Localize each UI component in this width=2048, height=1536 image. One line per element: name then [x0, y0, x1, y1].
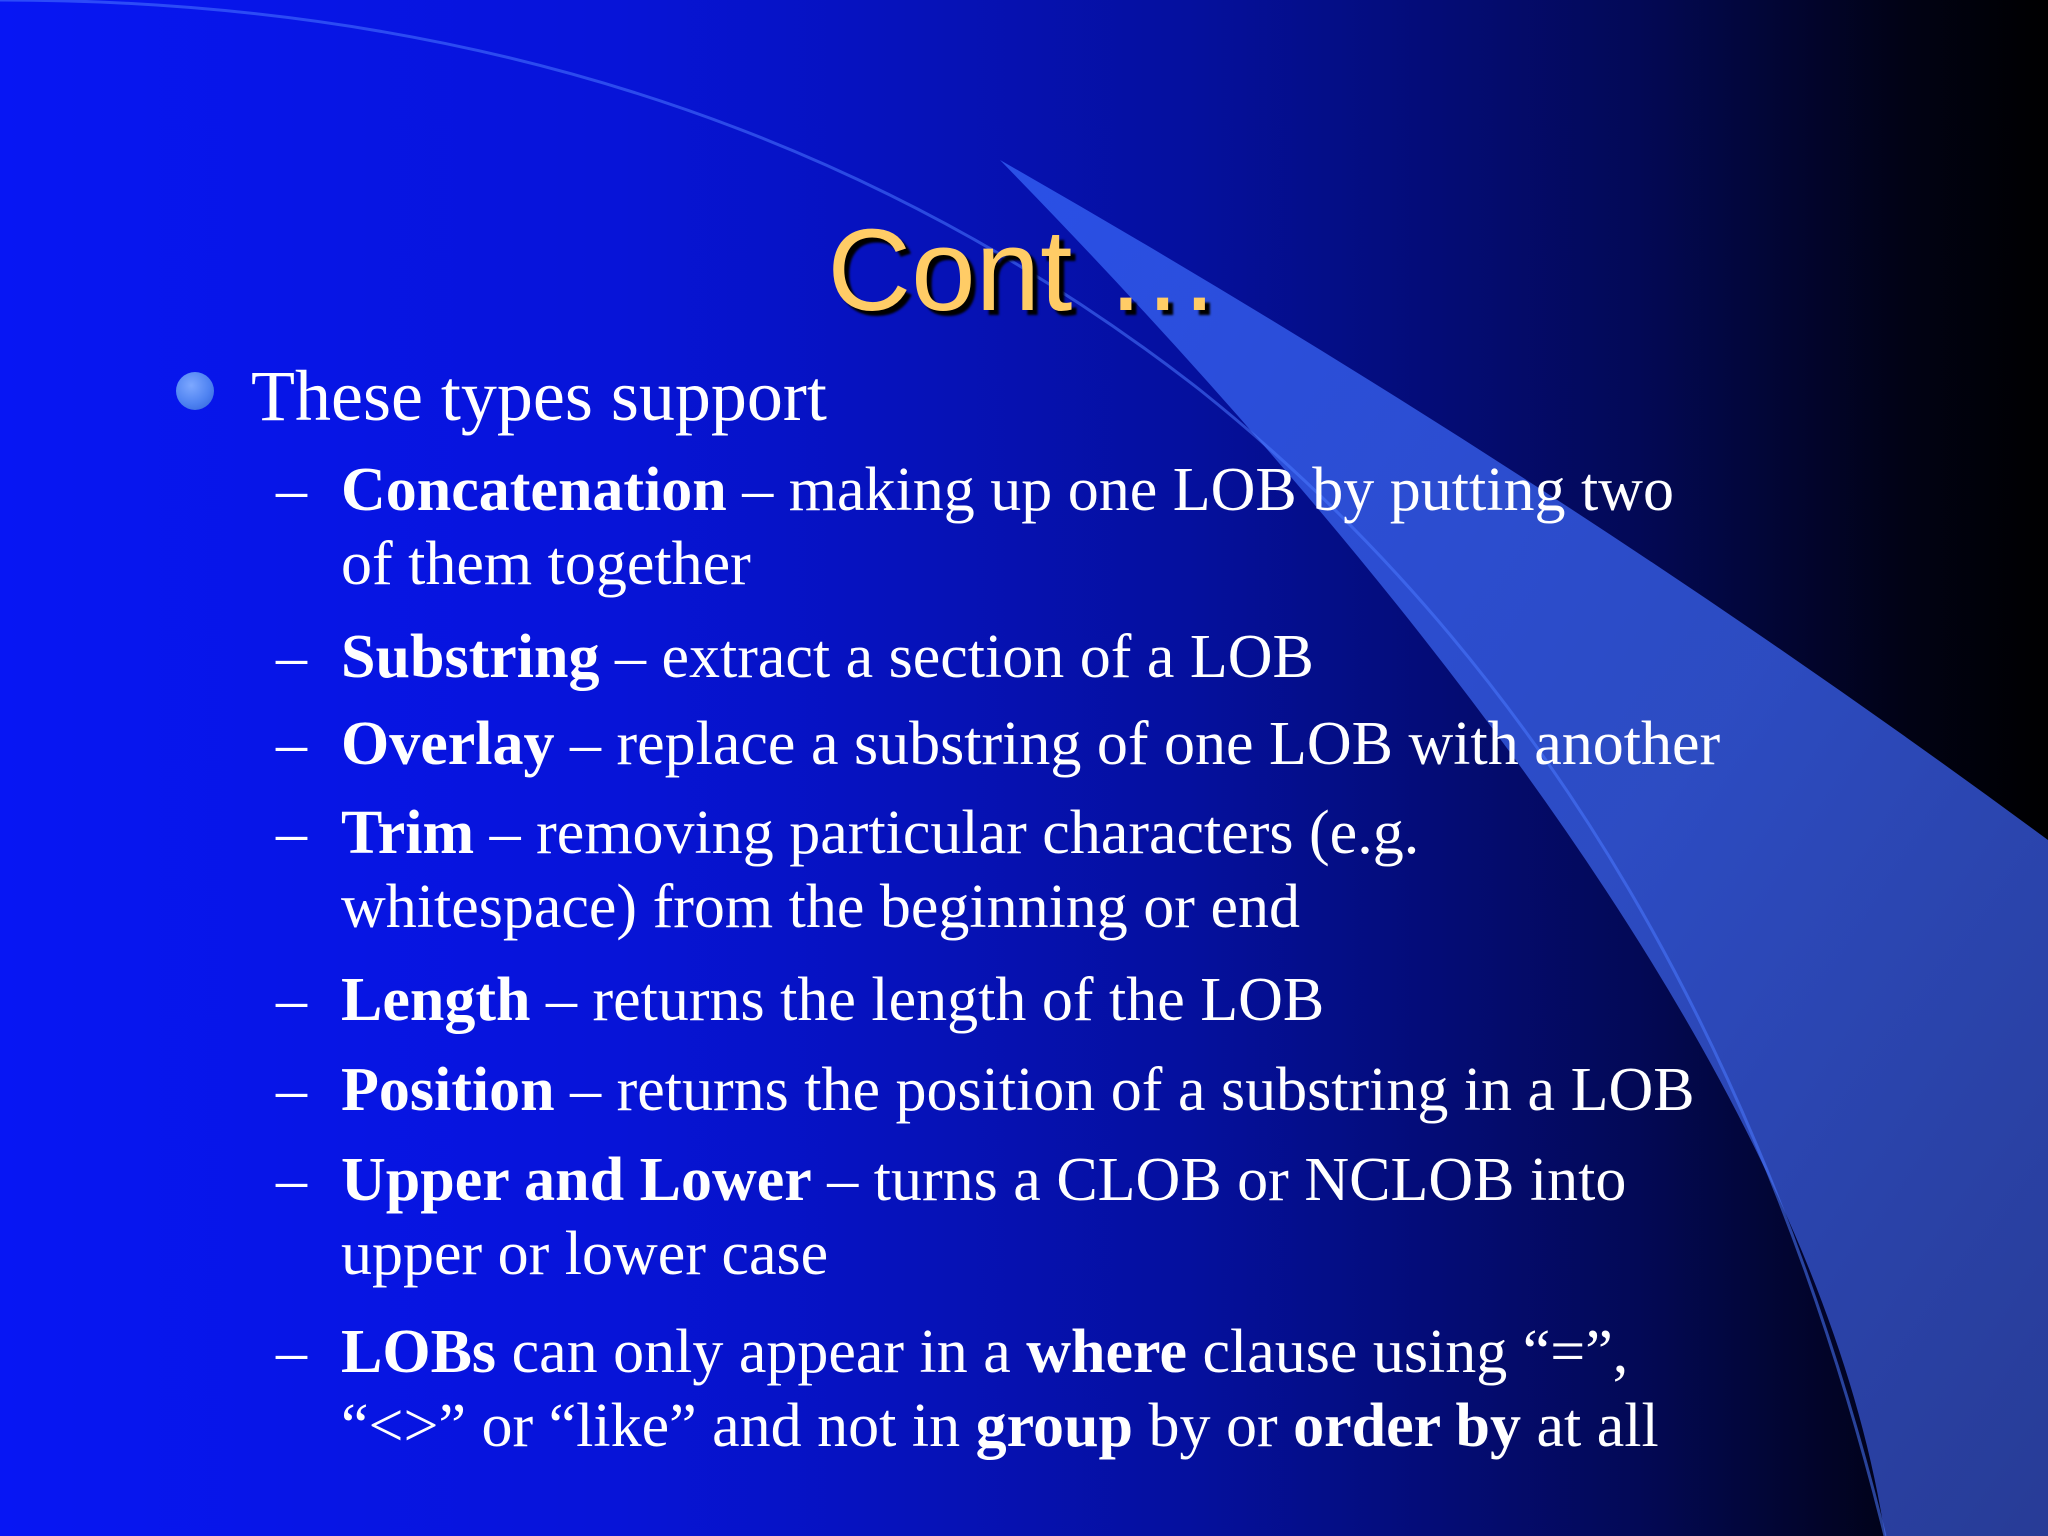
description-text: whitespace) from the beginning or end	[341, 873, 1300, 941]
description-text: – making up one LOB by putting two	[726, 456, 1674, 524]
dash-marker: –	[276, 710, 307, 778]
description-text: clause using “=”,	[1186, 1318, 1629, 1386]
description-text: – returns the length of the LOB	[530, 966, 1325, 1034]
description-text: at all	[1521, 1392, 1659, 1460]
keyword-text: group	[975, 1392, 1133, 1460]
description-text: – removing particular characters (e.g.	[474, 799, 1420, 867]
dash-marker: –	[276, 1318, 307, 1386]
sub-bullet-line	[341, 1315, 1628, 1389]
description-text: can only appear in a	[496, 1318, 1027, 1386]
dash-marker: –	[276, 799, 307, 867]
description-text: – extract a section of a LOB	[599, 623, 1314, 691]
keyword-text: LOBs	[341, 1318, 497, 1386]
dash-marker: –	[276, 456, 307, 524]
slide-title: Cont …	[827, 205, 1221, 335]
keyword-text: Length	[341, 966, 531, 1034]
description-text: by or	[1132, 1392, 1294, 1460]
description-text: upper or lower case	[341, 1220, 829, 1288]
keyword-text: Substring	[341, 623, 600, 691]
sub-bullet-line	[341, 1143, 1626, 1217]
description-text: “<>” or “like” and not in	[341, 1392, 976, 1460]
sub-bullet-line	[341, 963, 1324, 1037]
sub-bullet-line	[341, 620, 1314, 694]
description-text: – replace a substring of one LOB with another	[554, 710, 1721, 778]
keyword-text: Overlay	[341, 710, 555, 778]
keyword-text: Position	[341, 1056, 555, 1124]
sub-bullet-line	[341, 870, 1300, 944]
sub-bullet-line	[341, 796, 1419, 870]
sub-bullet-line	[341, 707, 1720, 781]
dash-marker: –	[276, 1056, 307, 1124]
bullet-text: These types support	[251, 356, 827, 436]
bullet-dot-icon	[176, 372, 214, 410]
description-text: – returns the position of a substring in a LOB	[554, 1056, 1695, 1124]
keyword-text: Trim	[341, 799, 475, 867]
description-text: of them together	[341, 530, 751, 598]
dash-marker: –	[276, 966, 307, 1034]
sub-bullet-line	[341, 1053, 1695, 1127]
dash-marker: –	[276, 1146, 307, 1214]
description-text: – turns a CLOB or NCLOB into	[811, 1146, 1627, 1214]
keyword-text: Concatenation	[341, 456, 727, 524]
sub-bullet-line	[341, 527, 751, 601]
dash-marker: –	[276, 623, 307, 691]
keyword-text: order by	[1293, 1392, 1522, 1460]
keyword-text: where	[1026, 1318, 1187, 1386]
sub-bullet-line	[341, 453, 1674, 527]
keyword-text: Upper and Lower	[341, 1146, 812, 1214]
sub-bullet-line	[341, 1389, 1659, 1463]
sub-bullet-line	[341, 1217, 828, 1291]
